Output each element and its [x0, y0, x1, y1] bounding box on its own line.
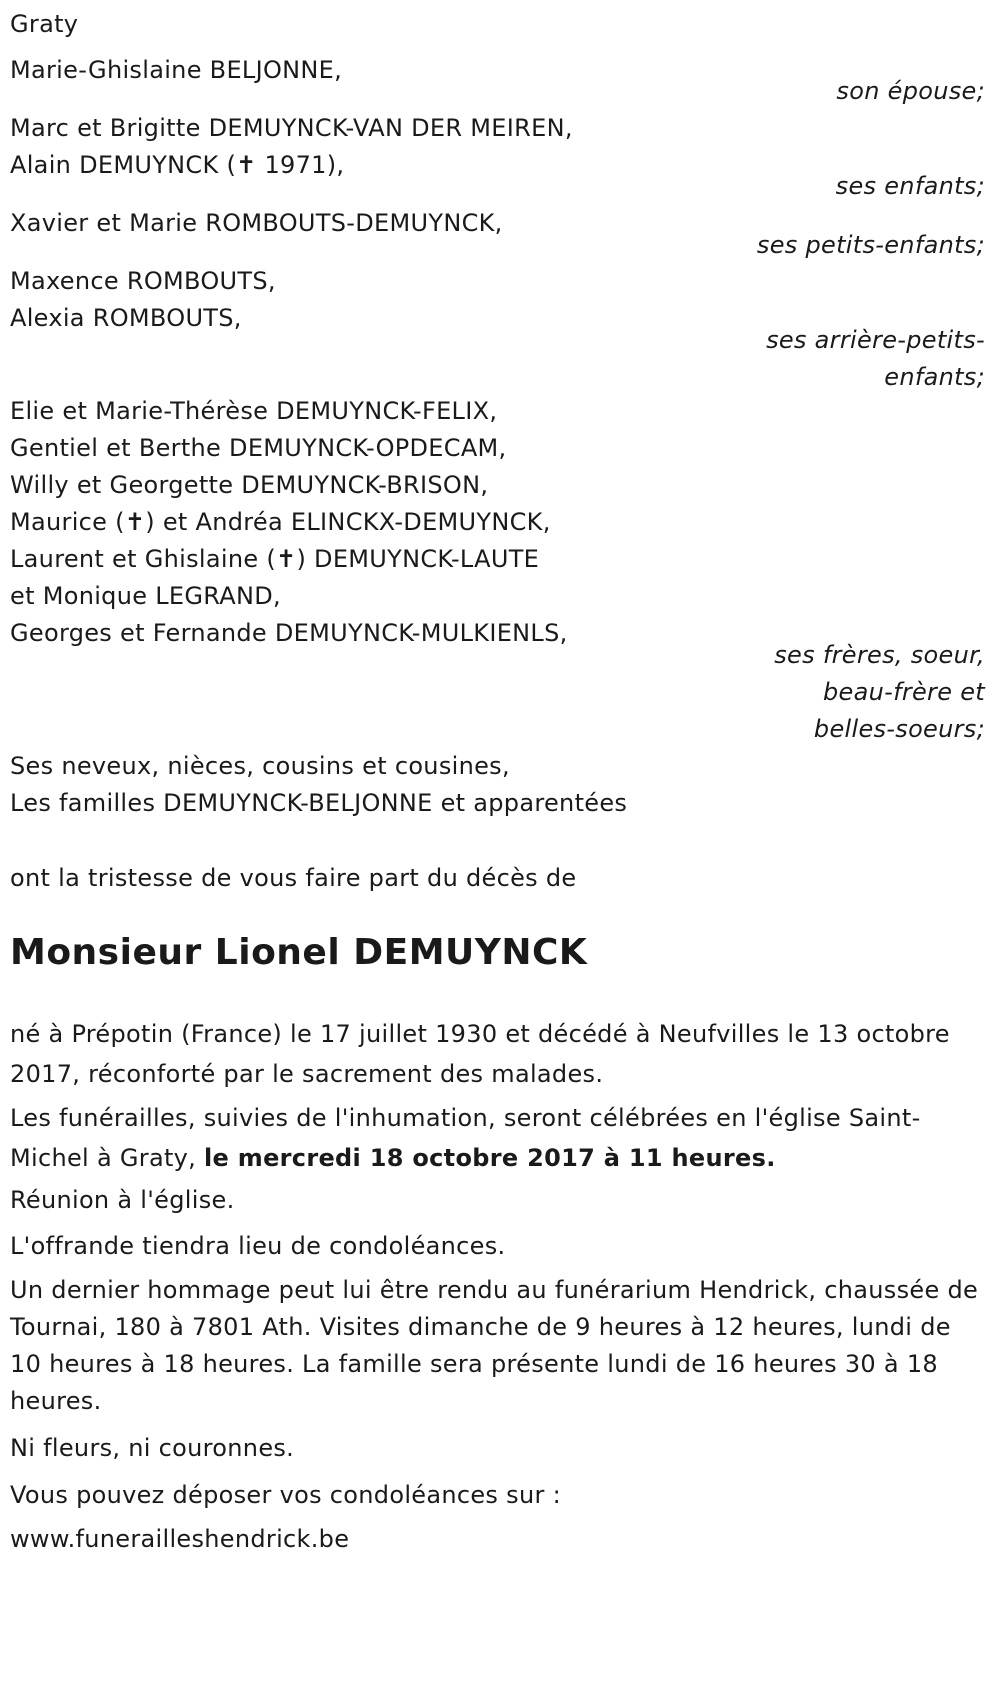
website-link[interactable]: www.funerailleshendrick.be [10, 1525, 350, 1553]
role-line: enfants; [884, 363, 985, 391]
condolences-paragraph: Vous pouvez déposer vos condoléances sur : [10, 1481, 561, 1509]
role-line: beau-frère et [823, 678, 985, 706]
locality [10, 4, 78, 44]
extended-family-line: Les familles DEMUYNCK-BELJONNE et apparentées [10, 789, 628, 817]
extended-family-line: Ses neveux, nièces, cousins et cousines, [10, 752, 510, 780]
family-name-line: Marc et Brigitte DEMUYNCK-VAN DER MEIREN, [10, 114, 573, 142]
family-group-grandchildren [10, 203, 503, 243]
family-group-children [10, 108, 573, 185]
family-role-children [836, 166, 985, 206]
role-line: belles-soeurs; [813, 715, 985, 743]
family-role-grandchildren [757, 225, 985, 265]
role-line: ses petits-enfants; [756, 231, 985, 259]
family-name-line: et Monique LEGRAND, [10, 582, 281, 610]
role-line: ses frères, soeur, [774, 641, 985, 669]
family-role-siblings [774, 637, 985, 748]
family-name-line: Alain DEMUYNCK (✝ 1971), [10, 151, 345, 179]
family-group-great-grandchildren [10, 261, 276, 338]
family-role-great-grandchildren [766, 320, 985, 397]
family-role-spouse [836, 71, 985, 111]
role-line: ses arrière-petits- [766, 326, 985, 354]
family-name-line: Alexia ROMBOUTS, [10, 304, 242, 332]
funeral-date: le mercredi 18 octobre 2017 à 11 heures. [204, 1144, 776, 1172]
family-name-line: Georges et Fernande DEMUYNCK-MULKIENLS, [10, 619, 568, 647]
announcement [10, 858, 577, 898]
family-name-line: Gentiel et Berthe DEMUYNCK-OPDECAM, [10, 434, 507, 462]
family-name-line: Marie-Ghislaine BELJONNE, [10, 56, 343, 84]
family-group-spouse [10, 50, 342, 90]
birth-death-paragraph: né à Prépotin (France) le 17 juillet 1930 et décédé à Neufvilles le 13 octobre 2017, réconforté par le sacrement des malades. [10, 1020, 950, 1088]
family-name-line: Maxence ROMBOUTS, [10, 267, 276, 295]
role-line: son épouse; [836, 77, 985, 105]
no-flowers-paragraph: Ni fleurs, ni couronnes. [10, 1434, 295, 1462]
locality-text: Graty [10, 10, 79, 38]
family-name-line: Xavier et Marie ROMBOUTS-DEMUYNCK, [10, 209, 503, 237]
family-name-line: Laurent et Ghislaine (✝) DEMUYNCK-LAUTE [10, 545, 540, 573]
role-line: ses enfants; [835, 172, 985, 200]
family-group-siblings [10, 393, 568, 652]
meeting-paragraph: Réunion à l'église. [10, 1186, 235, 1214]
announcement-text: ont la tristesse de vous faire part du décès de [10, 864, 577, 892]
family-name-line: Maurice (✝) et Andréa ELINCKX-DEMUYNCK, [10, 508, 551, 536]
deceased-name: Monsieur Lionel DEMUYNCK [10, 932, 588, 973]
extended-family [10, 748, 627, 822]
funeral-paragraph [10, 1098, 985, 1178]
family-name-line: Willy et Georgette DEMUYNCK-BRISON, [10, 471, 489, 499]
offering-paragraph: L'offrande tiendra lieu de condoléances. [10, 1232, 506, 1260]
tribute-paragraph: Un dernier hommage peut lui être rendu au funérarium Hendrick, chaussée de Tournai, 180 à 7801 Ath. Visites dimanche de 9 heures à 12 heures, lundi de 10 heures à 18 heures. La famille sera présente lundi de 16 heures 30 à 18 heures. [10, 1276, 979, 1415]
funeral-text: Les funérailles, suivies de l'inhumation, seront célébrées en l'église Saint-Michel à Graty, [10, 1104, 921, 1172]
family-name-line: Elie et Marie-Thérèse DEMUYNCK-FELIX, [10, 397, 498, 425]
